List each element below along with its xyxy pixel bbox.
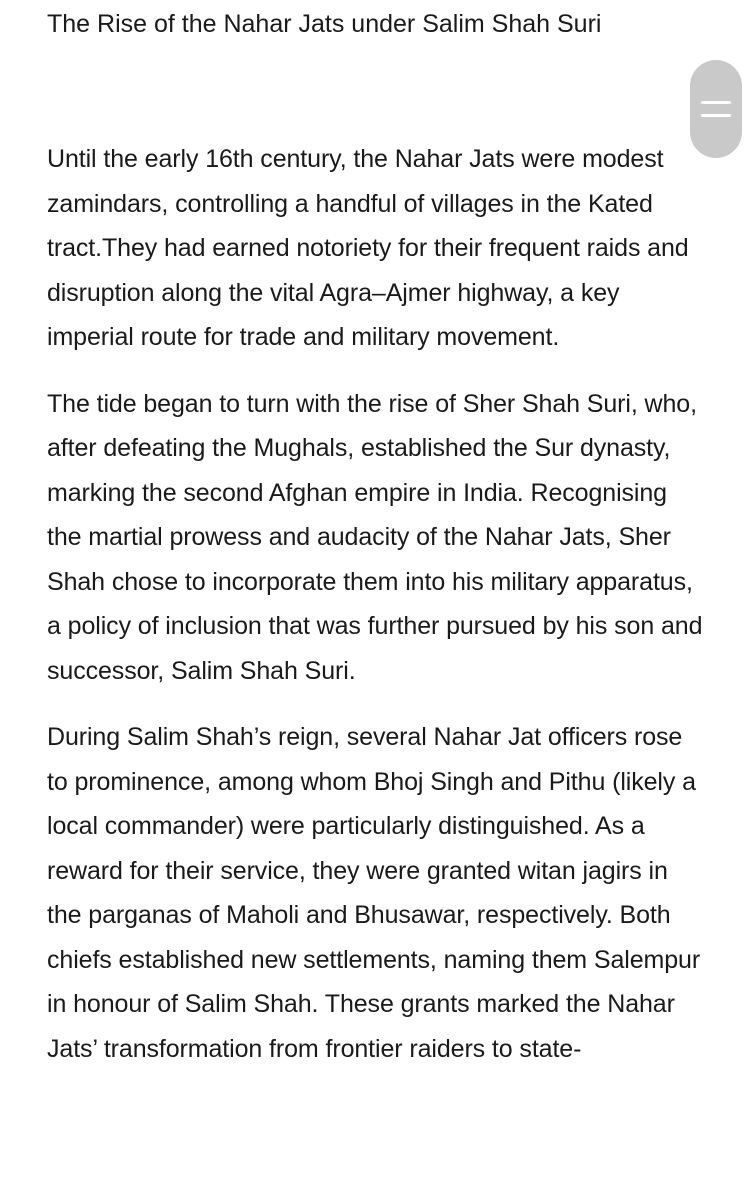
article-body	[47, 137, 707, 1093]
page-title: The Rise of the Nahar Jats under Salim Shah Suri	[47, 10, 602, 38]
paragraph: During Salim Shah’s reign, several Nahar Jat officers rose to prominence, among whom Bhoj Singh and Pithu (likely a local commander) were particularly distinguished. As a reward for their service, they were granted witan jagirs in the parganas of Maholi and Bhusawar, respectively. Both chiefs established new settlements, naming them Salempur in honour of Salim Shah. These grants marked the Nahar Jats’ transformation from frontier raiders to state-	[47, 723, 701, 1063]
hamburger-menu-icon-bar	[701, 114, 731, 117]
hamburger-menu-icon	[701, 101, 731, 104]
paragraph: Until the early 16th century, the Nahar Jats were modest zamindars, controlling a handful of villages in the Kated tract.They had earned notoriety for their frequent raids and disruption along the vital Agra–Ajmer highway, a key imperial route for trade and military movement.	[47, 145, 689, 351]
paragraph: The tide began to turn with the rise of Sher Shah Suri, who, after defeating the Mughals, established the Sur dynasty, marking the second Afghan empire in India. Recognising the martial prowess and audacity of the Nahar Jats, Sher Shah chose to incorporate them into his military apparatus, a policy of inclusion that was further pursued by his son and successor, Salim Shah Suri.	[47, 389, 703, 685]
